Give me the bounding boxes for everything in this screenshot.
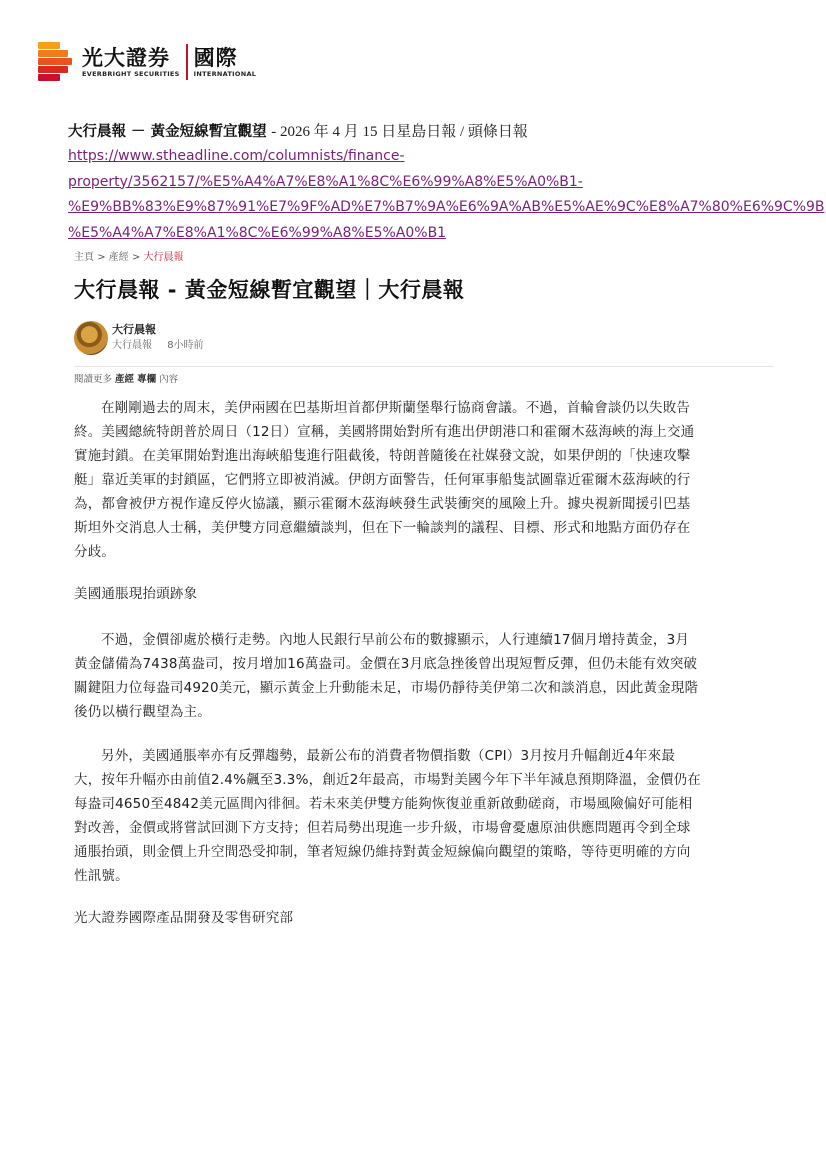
read-more-label: 閱讀更多 <box>74 374 113 385</box>
document-header <box>68 120 825 246</box>
paragraph-line: 另外，美國通脹率亦有反彈趨勢，最新公布的消費者物價指數（CPI）3月按月升幅創近4年來最 <box>101 748 676 764</box>
author-column: 大行晨報 <box>112 340 152 351</box>
author-name[interactable]: 大行晨報 <box>112 323 156 336</box>
paragraph <box>74 628 698 724</box>
paragraph-line: 分歧。 <box>74 544 116 560</box>
breadcrumb <box>74 250 776 266</box>
paragraph-line: 不過，金價卻處於橫行走勢。內地人民銀行早前公布的數據顯示，人行連續17個月增持黃金，3月 <box>101 632 690 648</box>
avatar[interactable] <box>74 321 108 355</box>
paragraph-line: 實施封鎖。在美軍開始對進出海峽船隻進行阻截後，特朗普隨後在社媒發文說，如果伊朗的「快速攻擊 <box>74 448 691 464</box>
logo-cn-name: 光大證券 <box>82 45 170 70</box>
company-logo <box>38 40 256 84</box>
breadcrumb-home[interactable]: 主頁 <box>74 252 94 263</box>
paragraph-line: 每盎司4650至4842美元區間內徘徊。若未來美伊雙方能夠恢復並重新啟動磋商，市場風險偏好可能相 <box>74 796 693 812</box>
article-screenshot <box>74 250 776 387</box>
breadcrumb-separator: > <box>131 252 141 263</box>
source-link[interactable] <box>68 144 825 246</box>
signature: 光大證券國際產品開發及零售研究部 <box>74 910 294 926</box>
paragraph <box>74 744 701 888</box>
divider <box>74 366 774 367</box>
source-link-line: property/3562157/%E5%A4%A7%E8%A1%8C%E6%99%A8%E5%A0%B1- <box>68 173 583 190</box>
read-more-suffix: 內容 <box>159 374 179 385</box>
document-source: - 2026 年 4 月 15 日星島日報 / 頭條日報 <box>271 124 528 140</box>
section-heading: 美國通脹現抬頭跡象 <box>74 586 198 602</box>
document-title: 大行晨報 － 黃金短線暫宜觀望 <box>68 124 267 140</box>
paragraph-line: 性訊號。 <box>74 868 129 884</box>
source-link-line: %E5%A4%A7%E8%A1%8C%E6%99%A8%E5%A0%B1 <box>68 224 447 241</box>
read-more-bar <box>74 373 776 387</box>
paragraph-line: 後仍以橫行觀望為主。 <box>74 704 211 720</box>
paragraph <box>74 396 694 564</box>
tag-link[interactable]: 專欄 <box>137 374 157 385</box>
logo-divider <box>186 44 188 80</box>
breadcrumb-separator: > <box>97 252 106 263</box>
paragraph-line: 關鍵阻力位每盎司4920美元，顯示黃金上升動能未足，市場仍靜待美伊第二次和談消息，因此黃金現階 <box>74 680 699 696</box>
article-title: 大行晨報 - 黃金短線暫宜觀望｜大行晨報 <box>74 278 465 302</box>
paragraph-line: 終。美國總統特朗普於周日（12日）宣稱，美國將開始對所有進出伊朗港口和霍爾木茲海峽的海上交通 <box>74 424 695 440</box>
paragraph-line: 對改善，金價或將嘗試回測下方支持；但若局勢出現進一步升級，市場會憂慮原油供應問題再令到全球 <box>74 820 691 836</box>
paragraph-line: 艇」靠近美軍的封鎖區，它們將立即被消滅。伊朗方面警告，任何軍事船隻試圖靠近霍爾木茲海峽的行 <box>74 472 691 488</box>
paragraph-line: 黃金儲備為7438萬盎司，按月增加16萬盎司。金價在3月底急挫後曾出現短暫反彈，但仍未能有效突破 <box>74 656 698 672</box>
breadcrumb-section[interactable]: 產經 <box>108 252 129 263</box>
paragraph-line: 斯坦外交消息人士稱，美伊雙方同意繼續談判，但在下一輪談判的議程、目標、形式和地點方面仍存在 <box>74 520 691 536</box>
source-link-line: https://www.stheadline.com/columnists/finance- <box>68 148 405 164</box>
breadcrumb-current[interactable]: 大行晨報 <box>143 252 184 263</box>
author-block <box>74 318 776 358</box>
tag-link[interactable]: 產經 <box>115 374 135 385</box>
logo-en-name-2: INTERNATIONAL <box>193 69 257 78</box>
logo-en-name: EVERBRIGHT SECURITIES <box>82 69 180 78</box>
publish-time: 8小時前 <box>167 340 204 351</box>
logo-mark-icon <box>38 42 72 82</box>
paragraph-line: 大，按年升幅亦由前值2.4%飆至3.3%，創近2年最高，市場對美國今年下半年減息預期降溫，金價仍在 <box>74 772 701 788</box>
paragraph-line: 在剛剛過去的周末，美伊兩國在巴基斯坦首都伊斯蘭堡舉行協商會議。不過，首輪會談仍以失敗告 <box>101 400 691 416</box>
logo-cn-name-2: 國際 <box>193 45 238 70</box>
paragraph-line: 為，都會被伊方視作違反停火協議，顯示霍爾木茲海峽發生武裝衝突的風險上升。據央視新聞援引巴基 <box>74 496 691 512</box>
paragraph-line: 通脹抬頭，則金價上升空間恐受抑制，筆者短線仍維持對黃金短線偏向觀望的策略，等待更明確的方向 <box>74 844 691 860</box>
source-link-line: %E9%BB%83%E9%87%91%E7%9F%AD%E7%B7%9A%E6%9A%AB%E5%AE%9C%E8%A7%80%E6%9C%9B <box>68 199 825 215</box>
